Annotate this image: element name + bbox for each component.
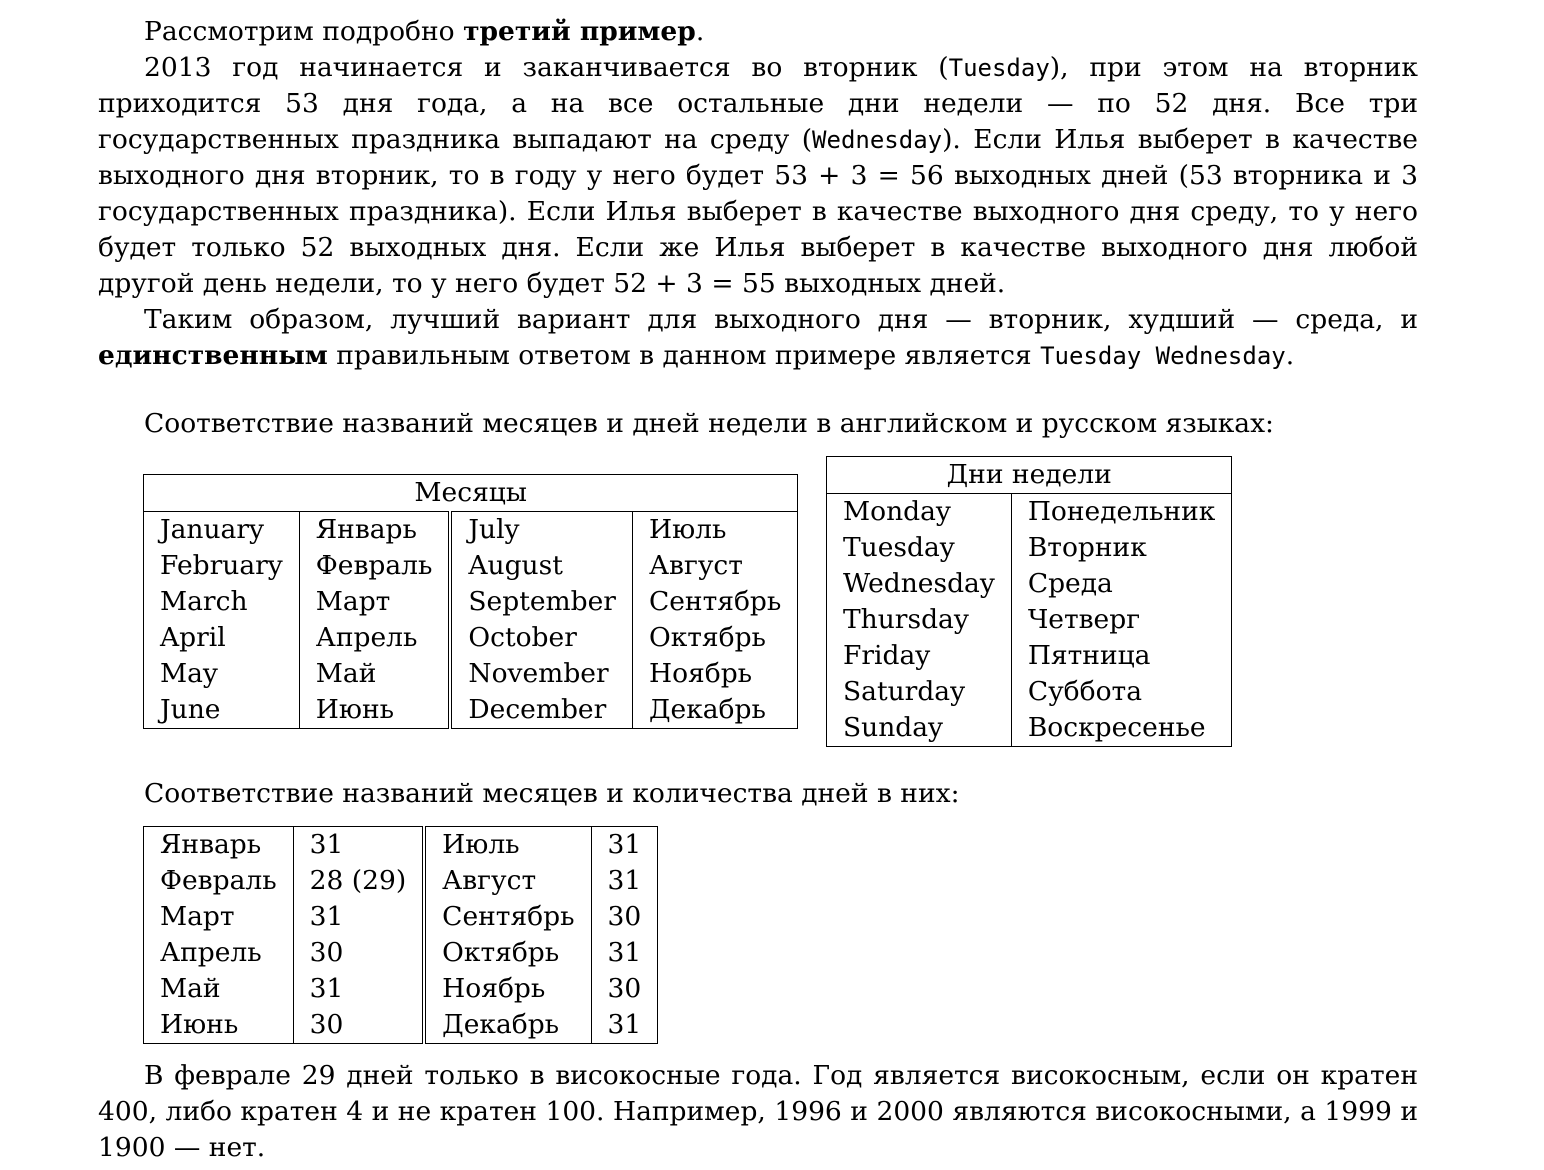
table-cell: Friday — [843, 640, 931, 671]
conclusion-text-b: правильным ответом в данном примере является — [327, 340, 1041, 371]
table-cell: Май — [160, 973, 221, 1004]
table-row — [144, 827, 658, 864]
paragraph-intro — [98, 14, 1418, 50]
table-cell: Август — [632, 548, 797, 584]
table-cell: 30 — [591, 971, 658, 1007]
table-cell: Январь — [160, 829, 262, 860]
table-cell: Ноябрь — [424, 971, 591, 1007]
table-cell: Ноябрь — [632, 656, 797, 692]
months-table-body — [144, 512, 798, 729]
table-row — [827, 602, 1232, 638]
table-cell: Wednesday — [843, 568, 995, 599]
months-table-header: Месяцы — [144, 475, 798, 512]
conclusion-bold: единственным — [98, 340, 328, 371]
table-cell: Февраль — [160, 865, 277, 896]
table-cell: Март — [160, 901, 235, 932]
table-cell: Среда — [1011, 566, 1232, 602]
table-cell: Сентябрь — [424, 899, 591, 935]
table-cell: Февраль — [299, 548, 450, 584]
table-cell: October — [450, 620, 632, 656]
table-cell: May — [160, 658, 218, 689]
table-cell: Июнь — [299, 692, 450, 729]
table-cell: Декабрь — [632, 692, 797, 729]
table-cell: Saturday — [843, 676, 966, 707]
example-code-tuesday: Tuesday — [948, 54, 1050, 82]
table-row — [144, 620, 798, 656]
table-cell: Апрель — [299, 620, 450, 656]
intro-end: . — [695, 16, 705, 47]
table-cell: Tuesday — [843, 532, 955, 563]
table-cell: Сентябрь — [632, 584, 797, 620]
table-cell: June — [160, 694, 221, 725]
table-cell: Декабрь — [424, 1007, 591, 1044]
table-cell: March — [160, 586, 248, 617]
table-cell: Thursday — [843, 604, 969, 635]
months-days-caption-text: Соответствие названий месяцев и дней недели в английском и русском языках: — [144, 408, 1274, 439]
table-cell: September — [450, 584, 632, 620]
table-cell: 30 — [293, 935, 424, 971]
table-row — [144, 548, 798, 584]
table-row — [827, 566, 1232, 602]
table-cell: January — [160, 514, 264, 545]
table-cell: Июнь — [160, 1009, 239, 1040]
days-table-body — [827, 494, 1232, 747]
table-cell: 28 (29) — [293, 863, 424, 899]
intro-text: Рассмотрим подробно — [144, 16, 464, 47]
table-cell: 31 — [591, 935, 658, 971]
table-cell: Июль — [632, 512, 797, 549]
month-days-table-body — [144, 827, 658, 1044]
conclusion-code-answer: Tuesday Wednesday — [1040, 342, 1286, 370]
table-cell: Вторник — [1011, 530, 1232, 566]
table-cell: 31 — [293, 899, 424, 935]
example-code-wednesday: Wednesday — [812, 126, 943, 154]
table-row — [144, 584, 798, 620]
table-cell: Июль — [424, 827, 591, 864]
paragraph-example — [98, 50, 1418, 302]
month-days-table — [143, 826, 658, 1044]
table-cell: Суббота — [1011, 674, 1232, 710]
intro-bold: третий пример — [463, 16, 696, 47]
table-cell: Monday — [843, 496, 951, 527]
table-row — [144, 656, 798, 692]
table-cell: Август — [424, 863, 591, 899]
table-cell: Май — [299, 656, 450, 692]
table-row — [144, 512, 798, 549]
conclusion-end: . — [1285, 340, 1295, 371]
table-cell: Апрель — [160, 937, 262, 968]
table-cell: 31 — [293, 827, 424, 864]
table-cell: Четверг — [1011, 602, 1232, 638]
table-cell: 31 — [591, 863, 658, 899]
table-row — [144, 863, 658, 899]
table-cell: 31 — [591, 1007, 658, 1044]
table-cell: Пятница — [1011, 638, 1232, 674]
table-row — [144, 692, 798, 729]
table-cell: 31 — [591, 827, 658, 864]
table-cell: Октябрь — [424, 935, 591, 971]
table-row — [827, 530, 1232, 566]
table-cell: Январь — [299, 512, 450, 549]
month-lengths-caption-text: Соответствие названий месяцев и количества дней в них: — [144, 778, 960, 809]
table-row — [827, 674, 1232, 710]
table-row — [144, 935, 658, 971]
table-cell: 30 — [591, 899, 658, 935]
paragraph-leap-year — [98, 1058, 1418, 1166]
paragraph-month-lengths-caption — [98, 776, 1418, 812]
table-cell: 30 — [293, 1007, 424, 1044]
table-cell: Воскресенье — [1011, 710, 1232, 747]
table-cell: Понедельник — [1011, 494, 1232, 531]
paragraph-conclusion — [98, 302, 1418, 374]
leap-year-text: В феврале 29 дней только в високосные года. Год является високосным, если он кратен 400, либо кратен 4 и не кратен 100. Например, 1996 и 2000 являются високосными, а 1999 и 1900 — нет. — [98, 1060, 1418, 1163]
table-cell: August — [450, 548, 632, 584]
conclusion-text-a: Таким образом, лучший вариант для выходного дня — вторник, худший — среда, и — [144, 304, 1418, 335]
months-table — [143, 474, 798, 729]
table-cell: April — [160, 622, 226, 653]
table-cell: Sunday — [843, 712, 944, 743]
days-table — [826, 456, 1232, 747]
table-row — [827, 494, 1232, 531]
table-row — [144, 1007, 658, 1044]
table-row — [827, 710, 1232, 747]
table-cell: Март — [299, 584, 450, 620]
table-cell: February — [160, 550, 283, 581]
days-table-header: Дни недели — [827, 457, 1232, 494]
table-cell: July — [450, 512, 632, 549]
table-cell: 31 — [293, 971, 424, 1007]
table-row — [144, 971, 658, 1007]
example-text-a: 2013 год начинается и заканчивается во вторник ( — [144, 52, 949, 83]
table-cell: December — [450, 692, 632, 729]
table-row — [144, 899, 658, 935]
table-cell: Октябрь — [632, 620, 797, 656]
paragraph-months-days-caption — [98, 406, 1418, 442]
table-cell: November — [450, 656, 632, 692]
example-text-c: ). Если Илья выберет в качестве выходного дня вторник, то в году у него будет 53 + 3 = 56 выходных дней (53 вторника и 3 государственных праздника). Если Илья выберет в качестве выходного дня среду, то у него будет только 52 выходных дня. Если же Илья выберет в качестве выходного дня любой другой день недели, то у него будет 52 + 3 = 55 выходных дней. — [98, 124, 1418, 299]
example-text-b: ), при этом на вторник приходится 53 дня года, а на все остальные дни недели — по 52 дня. Все три государственных праздника выпадают на среду ( — [98, 52, 1418, 155]
table-row — [827, 638, 1232, 674]
